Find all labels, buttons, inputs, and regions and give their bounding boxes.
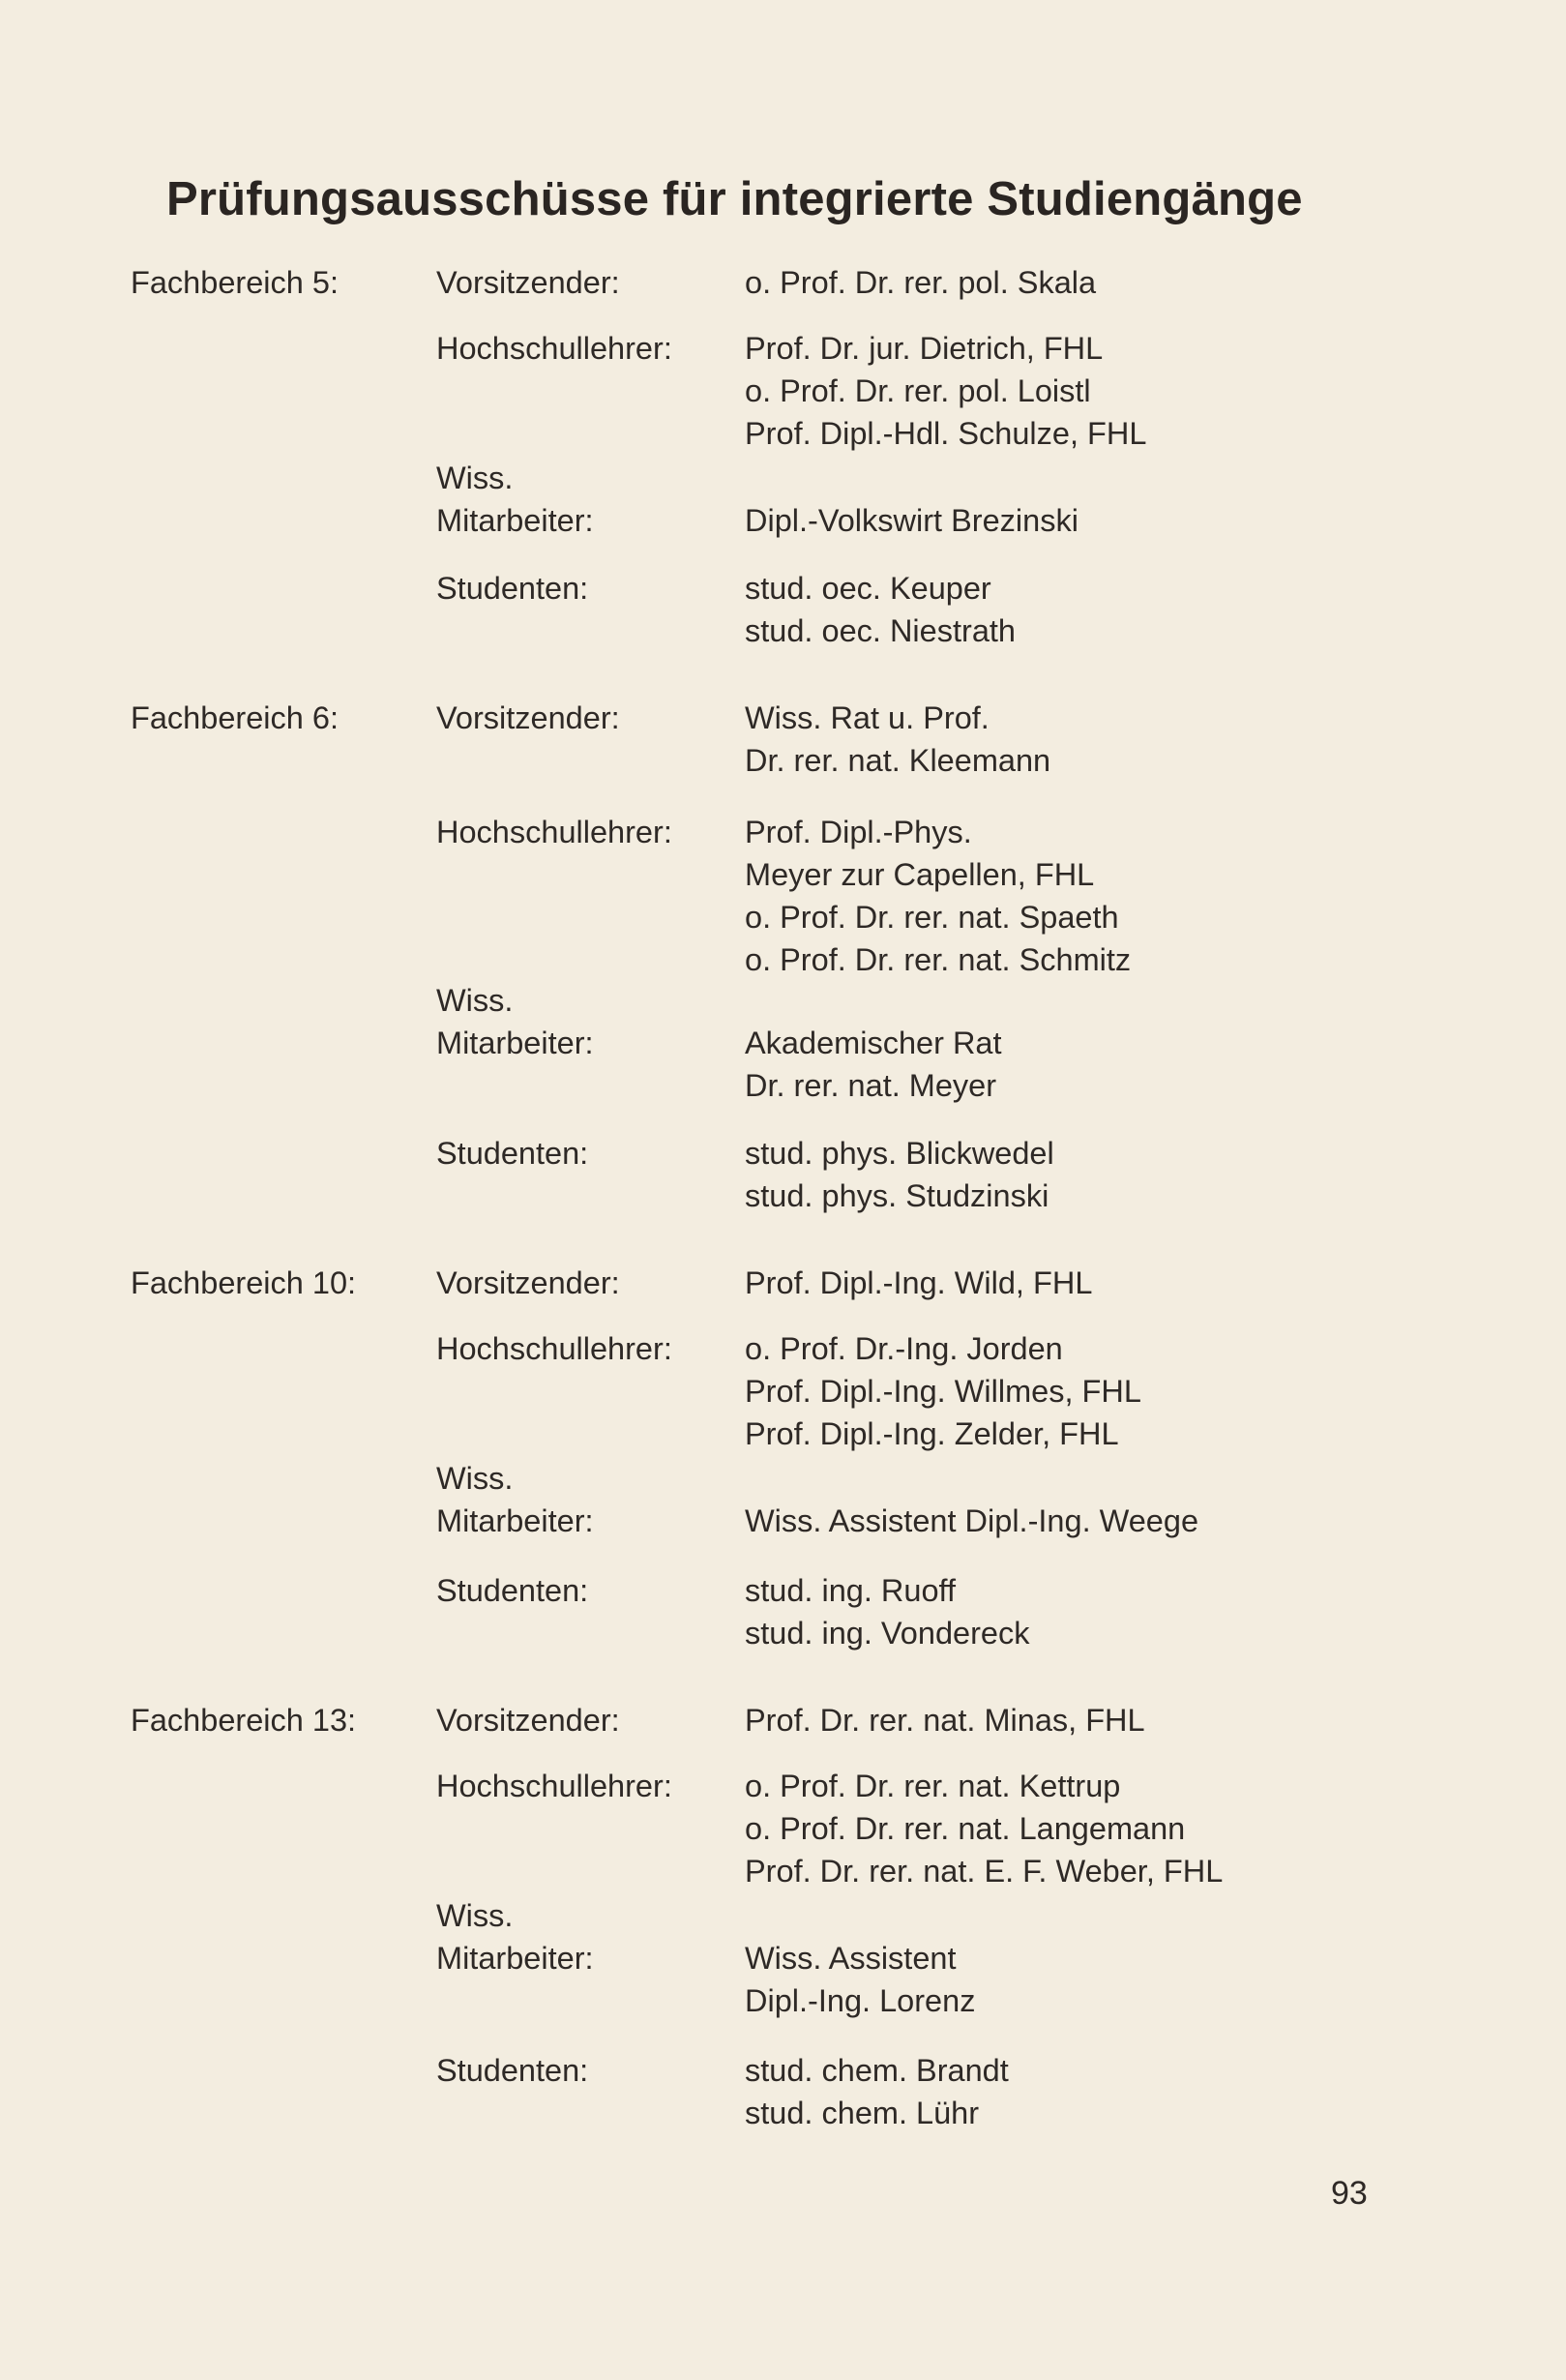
students-label: Studenten: — [436, 1136, 589, 1171]
staff-label-line2: Mitarbeiter: — [436, 1941, 594, 1976]
staff-label-line1: Wiss. — [436, 983, 514, 1018]
staff-label-line1: Wiss. — [436, 1898, 514, 1933]
professor-name: Prof. Dr. jur. Dietrich, FHL — [745, 331, 1104, 366]
chair-label: Vorsitzender: — [436, 1703, 620, 1738]
professor-name: Prof. Dipl.-Phys. — [745, 815, 972, 849]
chair-name: Dr. rer. nat. Kleemann — [745, 743, 1051, 778]
professor-name: Prof. Dr. rer. nat. E. F. Weber, FHL — [745, 1854, 1224, 1889]
chair-label: Vorsitzender: — [436, 1265, 620, 1300]
student-name: stud. phys. Blickwedel — [745, 1136, 1054, 1171]
staff-label-line1: Wiss. — [436, 461, 514, 495]
staff-name: Akademischer Rat — [745, 1026, 1002, 1060]
student-name: stud. oec. Keuper — [745, 571, 991, 606]
professors-label: Hochschullehrer: — [436, 1331, 672, 1366]
chair-name: Prof. Dr. rer. nat. Minas, FHL — [745, 1703, 1145, 1738]
professors-label: Hochschullehrer: — [436, 331, 672, 366]
professor-name: Prof. Dipl.-Ing. Zelder, FHL — [745, 1416, 1119, 1451]
staff-label-line1: Wiss. — [436, 1461, 514, 1496]
professor-name: o. Prof. Dr.-Ing. Jorden — [745, 1331, 1063, 1366]
student-name: stud. chem. Lühr — [745, 2096, 980, 2130]
professor-name: o. Prof. Dr. rer. nat. Schmitz — [745, 942, 1132, 977]
chair-label: Vorsitzender: — [436, 265, 620, 300]
students-label: Studenten: — [436, 571, 589, 606]
professors-label: Hochschullehrer: — [436, 1769, 672, 1803]
faculty-label: Fachbereich 6: — [131, 700, 339, 735]
professor-name: Prof. Dipl.-Ing. Willmes, FHL — [745, 1374, 1141, 1409]
professor-name: o. Prof. Dr. rer. nat. Spaeth — [745, 900, 1119, 935]
professor-name: o. Prof. Dr. rer. pol. Loistl — [745, 373, 1091, 408]
staff-name: Dipl.-Ing. Lorenz — [745, 1983, 976, 2018]
chair-name: o. Prof. Dr. rer. pol. Skala — [745, 265, 1097, 300]
student-name: stud. chem. Brandt — [745, 2053, 1009, 2088]
student-name: stud. ing. Ruoff — [745, 1573, 957, 1608]
staff-name: Dipl.-Volkswirt Brezinski — [745, 503, 1078, 538]
students-label: Studenten: — [436, 2053, 589, 2088]
professors-label: Hochschullehrer: — [436, 815, 672, 849]
professor-name: Meyer zur Capellen, FHL — [745, 857, 1095, 892]
chair-name: Prof. Dipl.-Ing. Wild, FHL — [745, 1265, 1093, 1300]
staff-name: Wiss. Assistent Dipl.-Ing. Weege — [745, 1503, 1199, 1538]
students-label: Studenten: — [436, 1573, 589, 1608]
chair-label: Vorsitzender: — [436, 700, 620, 735]
student-name: stud. phys. Studzinski — [745, 1178, 1049, 1213]
professor-name: Prof. Dipl.-Hdl. Schulze, FHL — [745, 416, 1147, 451]
professor-name: o. Prof. Dr. rer. nat. Kettrup — [745, 1769, 1121, 1803]
faculty-label: Fachbereich 13: — [131, 1703, 357, 1738]
student-name: stud. ing. Vondereck — [745, 1616, 1030, 1651]
staff-name: Dr. rer. nat. Meyer — [745, 1068, 997, 1103]
chair-name: Wiss. Rat u. Prof. — [745, 700, 990, 735]
faculty-label: Fachbereich 5: — [131, 265, 339, 300]
staff-name: Wiss. Assistent — [745, 1941, 957, 1976]
page-number: 93 — [1331, 2175, 1368, 2212]
faculty-label: Fachbereich 10: — [131, 1265, 357, 1300]
professor-name: o. Prof. Dr. rer. nat. Langemann — [745, 1811, 1186, 1846]
student-name: stud. oec. Niestrath — [745, 613, 1016, 648]
page-title: Prüfungsausschüsse für integrierte Studiengänge — [166, 173, 1303, 225]
staff-label-line2: Mitarbeiter: — [436, 503, 594, 538]
staff-label-line2: Mitarbeiter: — [436, 1026, 594, 1060]
staff-label-line2: Mitarbeiter: — [436, 1503, 594, 1538]
